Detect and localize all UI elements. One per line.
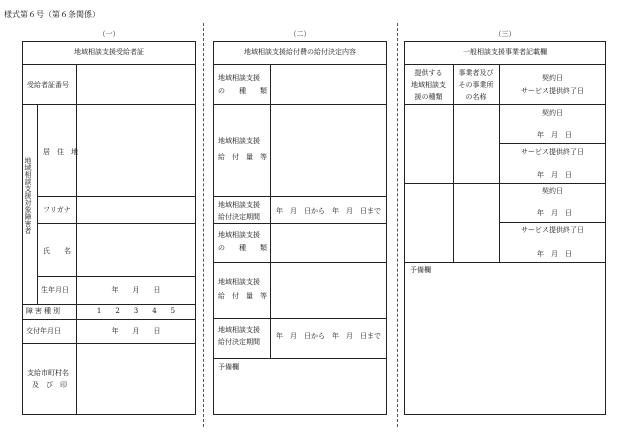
panel-divider-1 — [203, 23, 204, 427]
birthdate-label: 生年月日 — [41, 286, 69, 294]
panel2-number: （二） — [289, 30, 311, 38]
type2-label-2: の 種 類 — [218, 244, 267, 252]
provider-remarks-label: 予備欄 — [410, 266, 431, 274]
col1-header-3: 援の種類 — [414, 93, 443, 101]
issue-date-value: 年 月 日 — [111, 327, 161, 335]
form-title: 様式第６号（第６条関係） — [4, 10, 100, 19]
issue-date-label: 交付年月日 — [26, 327, 61, 335]
birthdate-value: 年 月 日 — [111, 286, 161, 294]
period2-label-1: 地域相談支援 — [218, 326, 260, 334]
recipient-no-label: 受給者証番号 — [27, 81, 69, 89]
col2-header-1: 事業者及び — [458, 69, 494, 77]
type2-label-1: 地域相談支援 — [218, 231, 260, 239]
panel2-title: 地域相談支援給付費の給付決定内容 — [244, 48, 356, 56]
municipality-label: 支給市町村名 — [27, 369, 69, 377]
record1-end-label: サービス提供終了日 — [521, 148, 584, 156]
record1-end-date: 年 月 日 — [537, 171, 572, 179]
col3-header-2: サービス提供終了日 — [521, 87, 584, 95]
period2-label-2: 給付決定期間 — [218, 338, 260, 346]
record1-contract-label: 契約日 — [542, 109, 563, 117]
col2-header-2: その事業所 — [458, 81, 494, 89]
record2-contract-label: 契約日 — [542, 187, 563, 195]
col1-header-2: 地域相談支 — [411, 81, 446, 89]
amount-label-2: 給 付 量 等 — [218, 153, 267, 161]
amount2-label-2: 給 付 量 等 — [218, 292, 267, 300]
panel3-title: 一般相談支援事業者記載欄 — [463, 48, 547, 56]
period-label-2: 給付決定期間 — [218, 213, 260, 221]
disability-label: 障害種別 — [26, 307, 62, 315]
record1-contract-date: 年 月 日 — [537, 131, 572, 139]
name-label: 氏 名 — [43, 247, 71, 255]
amount-label-1: 地域相談支援 — [218, 137, 260, 145]
panel-divider-2 — [397, 23, 398, 427]
period2-value: 年 月 日から 年 月 日まで — [276, 332, 381, 340]
period-value: 年 月 日から 年 月 日まで — [276, 207, 381, 215]
amount2-label-1: 地域相談支援 — [218, 278, 260, 286]
col1-header-1: 提供する — [414, 69, 443, 77]
panel1-title: 地域相談支援受給者証 — [74, 48, 144, 56]
record2-end-label: サービス提供終了日 — [521, 226, 584, 234]
type-label-1: 地域相談支援 — [218, 74, 260, 82]
remarks-label: 予備欄 — [218, 363, 239, 371]
address-label: 居 住 地 — [43, 148, 78, 156]
disability-options: 1 2 3 4 5 — [96, 307, 176, 315]
furigana-label: フリガナ — [43, 206, 71, 214]
applicant-side-label: 地域相談支援対象障害者 — [24, 157, 32, 234]
period-label-1: 地域相談支援 — [218, 201, 260, 209]
record2-contract-date: 年 月 日 — [537, 209, 572, 217]
panel1-number: （一） — [98, 30, 120, 38]
col3-header-1: 契約日 — [542, 74, 563, 82]
recipient-certificate-panel — [22, 41, 196, 415]
panel3-number: （三） — [494, 30, 516, 38]
col2-header-3: の名称 — [465, 93, 487, 101]
record2-end-date: 年 月 日 — [537, 250, 572, 258]
municipality-seal-label: 及 び 印 — [32, 381, 67, 389]
type-label-2: の 種 類 — [218, 87, 267, 95]
